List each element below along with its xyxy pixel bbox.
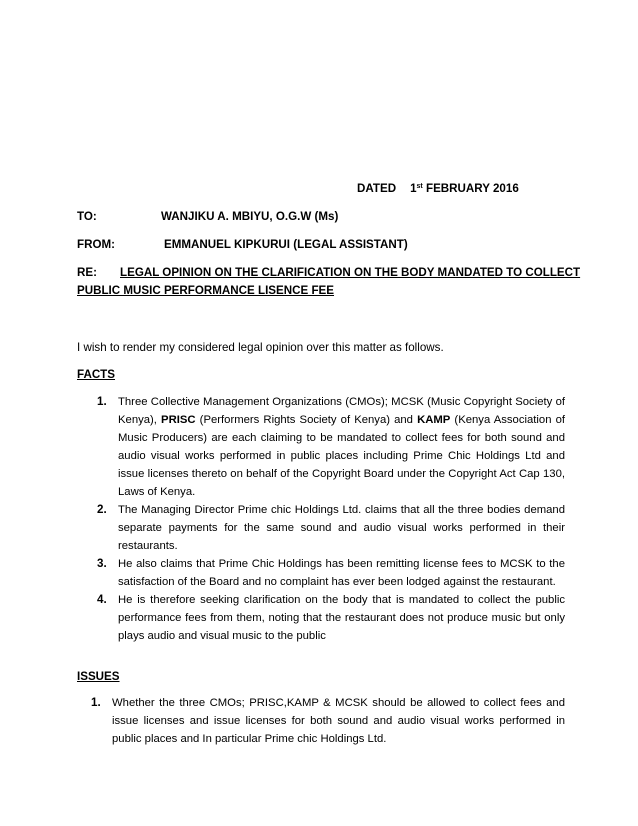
fact-text-part: Three Collective Management Organizations (CMOs); MCSK (Music Copyright Society of Kenya),: [118, 396, 565, 426]
re-subject-line-1: LEGAL OPINION ON THE CLARIFICATION ON THE BODY MANDATED TO COLLECT: [120, 266, 581, 279]
facts-heading: FACTS: [77, 368, 116, 381]
list-item-number: 3.: [97, 557, 107, 570]
from-label: FROM:: [77, 238, 115, 251]
list-item-number: 4.: [97, 593, 107, 606]
list-item-number: 2.: [97, 503, 107, 516]
re-subject-line-2: PUBLIC MUSIC PERFORMANCE LISENCE FEE: [77, 284, 335, 297]
date-label: DATED: [357, 182, 397, 195]
to-recipient: WANJIKU A. MBIYU, O.G.W (Ms): [161, 210, 339, 223]
issues-heading: ISSUES: [77, 670, 120, 683]
fact-text-part: (Performers Rights Society of Kenya) and: [195, 414, 418, 426]
date-day: 1: [410, 182, 417, 195]
facts-list: [97, 393, 565, 645]
issues-list: [91, 694, 565, 748]
fact-bold-prisc: PRISC: [161, 414, 196, 426]
date-day-suffix: st: [416, 183, 423, 190]
list-item-text: He is therefore seeking clarification on the body that is mandated to collect the public performance fees from them, noting that the restaurant does not produce music but only plays audio and visual music to the public: [118, 594, 565, 642]
list-item: [97, 555, 565, 591]
list-item: [97, 393, 565, 501]
intro-paragraph: I wish to render my considered legal opinion over this matter as follows.: [77, 341, 444, 354]
re-label: RE:: [77, 266, 97, 279]
list-item-text: The Managing Director Prime chic Holdings Ltd. claims that all the three bodies demand separate payments for the same sound and audio visual works performed in their restaurants.: [118, 504, 565, 552]
from-sender: EMMANUEL KIPKURUI (LEGAL ASSISTANT): [164, 238, 408, 251]
list-item-text: Whether the three CMOs; PRISC,KAMP & MCSK should be allowed to collect fees and issue licenses and issue licenses for both sound and audio visual works performed in public places and In particular Prime chic Holdings Ltd.: [112, 697, 565, 745]
fact-text-part: (Kenya Association of Music Producers) are each claiming to be mandated to collect fees for both sound and audio visual works performed in public places including Prime Chic Holdings Ltd and issue licenses thereto on behalf of the Copyright Board under the Copyright Act Cap 130, Laws of Kenya.: [118, 414, 565, 498]
list-item-number: 1.: [91, 696, 101, 709]
to-label: TO:: [77, 210, 97, 223]
list-item: [97, 501, 565, 555]
list-item: [97, 591, 565, 645]
fact-bold-kamp: KAMP: [417, 414, 451, 426]
list-item-text: He also claims that Prime Chic Holdings has been remitting license fees to MCSK to the satisfaction of the Board and no complaint has ever been lodged against the restaurant.: [118, 558, 565, 588]
list-item-number: 1.: [97, 395, 107, 408]
list-item: [91, 694, 565, 748]
date-month-year: FEBRUARY 2016: [422, 182, 519, 195]
list-item-text: [118, 393, 565, 501]
date-line: [357, 180, 519, 197]
